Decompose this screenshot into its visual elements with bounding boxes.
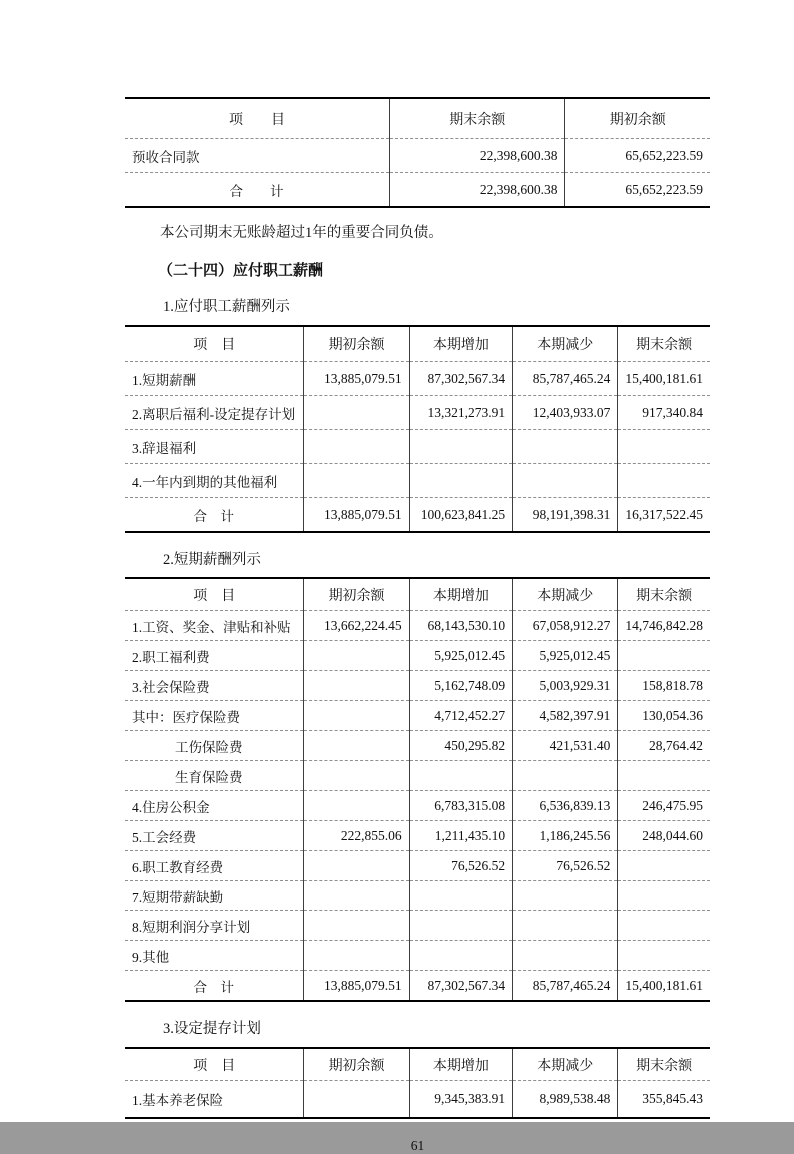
cell-value — [409, 881, 512, 911]
column-header: 项 目 — [125, 98, 389, 139]
cell-value — [304, 851, 409, 881]
cell-value — [304, 1081, 409, 1119]
row-label: 合 计 — [125, 173, 389, 208]
table-row — [125, 821, 710, 851]
table-row — [125, 139, 710, 173]
column-header: 本期增加 — [409, 578, 512, 611]
table-row — [125, 851, 710, 881]
cell-value: 12,403,933.07 — [513, 396, 618, 430]
cell-value — [304, 671, 409, 701]
cell-value: 13,885,079.51 — [304, 498, 409, 533]
cell-value: 22,398,600.38 — [389, 173, 565, 208]
table-row — [125, 791, 710, 821]
total-row — [125, 173, 710, 208]
row-label: 9.其他 — [125, 941, 304, 971]
row-label: 2.职工福利费 — [125, 641, 304, 671]
cell-value: 87,302,567.34 — [409, 971, 512, 1002]
cell-value: 13,321,273.91 — [409, 396, 512, 430]
cell-value — [409, 430, 512, 464]
cell-value: 67,058,912.27 — [513, 611, 618, 641]
contract-liabilities-table — [125, 97, 710, 208]
column-header: 本期增加 — [409, 1048, 512, 1081]
cell-value — [409, 911, 512, 941]
row-label: 1.工资、奖金、津贴和补贴 — [125, 611, 304, 641]
header-row — [125, 326, 710, 362]
cell-value: 246,475.95 — [618, 791, 710, 821]
column-header: 期初余额 — [304, 326, 409, 362]
cell-value: 4,582,397.91 — [513, 701, 618, 731]
cell-value: 87,302,567.34 — [409, 362, 512, 396]
row-label: 1.基本养老保险 — [125, 1081, 304, 1119]
row-label: 4.一年内到期的其他福利 — [125, 464, 304, 498]
cell-value — [618, 761, 710, 791]
cell-value: 421,531.40 — [513, 731, 618, 761]
cell-value: 28,764.42 — [618, 731, 710, 761]
cell-value: 450,295.82 — [409, 731, 512, 761]
cell-value — [304, 464, 409, 498]
table-row — [125, 641, 710, 671]
row-label: 3.社会保险费 — [125, 671, 304, 701]
row-label: 合 计 — [125, 971, 304, 1002]
cell-value — [304, 641, 409, 671]
column-header: 项 目 — [125, 1048, 304, 1081]
cell-value — [513, 881, 618, 911]
column-header: 期初余额 — [304, 1048, 409, 1081]
cell-value: 85,787,465.24 — [513, 362, 618, 396]
row-label: 1.短期薪酬 — [125, 362, 304, 396]
section-heading: （二十四）应付职工薪酬 — [158, 263, 324, 279]
cell-value: 13,885,079.51 — [304, 971, 409, 1002]
cell-value — [618, 851, 710, 881]
row-label: 预收合同款 — [125, 139, 389, 173]
row-label: 合 计 — [125, 498, 304, 533]
cell-value — [409, 761, 512, 791]
cell-value: 158,818.78 — [618, 671, 710, 701]
column-header: 期初余额 — [609, 112, 666, 128]
cell-value: 5,003,929.31 — [513, 671, 618, 701]
cell-value: 13,885,079.51 — [304, 362, 409, 396]
cell-value: 130,054.36 — [618, 701, 710, 731]
cell-value — [304, 911, 409, 941]
cell-value: 1,211,435.10 — [409, 821, 512, 851]
note-text: 本公司期末无账龄超过1年的重要合同负债。 — [160, 225, 443, 241]
row-label: 3.辞退福利 — [125, 430, 304, 464]
payroll-overview-table — [125, 325, 710, 533]
total-row — [125, 498, 710, 533]
cell-value — [304, 881, 409, 911]
cell-value — [304, 396, 409, 430]
cell-value: 76,526.52 — [513, 851, 618, 881]
table-row — [125, 731, 710, 761]
cell-value — [304, 941, 409, 971]
row-label: 工伤保险费 — [125, 731, 304, 761]
cell-value — [513, 430, 618, 464]
table-row — [125, 396, 710, 430]
cell-value: 16,317,522.45 — [618, 498, 710, 533]
cell-value: 14,746,842.28 — [618, 611, 710, 641]
cell-value: 9,345,383.91 — [409, 1081, 512, 1119]
cell-value: 85,787,465.24 — [513, 971, 618, 1002]
cell-value: 5,162,748.09 — [409, 671, 512, 701]
cell-value — [618, 881, 710, 911]
table-row — [125, 701, 710, 731]
cell-value: 100,623,841.25 — [409, 498, 512, 533]
subheading-short-term: 2.短期薪酬列示 — [163, 552, 261, 568]
cell-value: 98,191,398.31 — [513, 498, 618, 533]
cell-value: 1,186,245.56 — [513, 821, 618, 851]
cell-value: 15,400,181.61 — [618, 971, 710, 1002]
column-header: 本期减少 — [513, 1048, 618, 1081]
cell-value — [409, 464, 512, 498]
cell-value: 8,989,538.48 — [513, 1081, 618, 1119]
cell-value — [618, 641, 710, 671]
cell-value — [513, 464, 618, 498]
row-label: 5.工会经费 — [125, 821, 304, 851]
cell-value: 5,925,012.45 — [409, 641, 512, 671]
header-row — [125, 1048, 710, 1081]
column-header: 项 目 — [125, 326, 304, 362]
table-row — [125, 941, 710, 971]
column-header: 本期减少 — [513, 578, 618, 611]
cell-value: 6,783,315.08 — [409, 791, 512, 821]
cell-value: 6,536,839.13 — [513, 791, 618, 821]
cell-value: 65,652,223.59 — [565, 173, 710, 208]
cell-value — [513, 911, 618, 941]
column-header: 本期减少 — [513, 326, 618, 362]
header-row — [125, 98, 710, 139]
cell-value — [618, 464, 710, 498]
cell-value — [618, 430, 710, 464]
column-header: 期末余额 — [636, 588, 693, 604]
cell-value — [513, 761, 618, 791]
cell-value — [409, 941, 512, 971]
table-row — [125, 430, 710, 464]
table-row — [125, 671, 710, 701]
cell-value: 917,340.84 — [618, 396, 710, 430]
table-row — [125, 464, 710, 498]
cell-value: 76,526.52 — [409, 851, 512, 881]
table-row — [125, 611, 710, 641]
table-row — [125, 761, 710, 791]
cell-value: 5,925,012.45 — [513, 641, 618, 671]
cell-value: 248,044.60 — [618, 821, 710, 851]
defined-contribution-table — [125, 1047, 710, 1119]
cell-value: 13,662,224.45 — [304, 611, 409, 641]
cell-value — [304, 731, 409, 761]
cell-value: 222,855.06 — [304, 821, 409, 851]
header-row — [125, 578, 710, 611]
cell-value — [513, 941, 618, 971]
row-label: 7.短期带薪缺勤 — [125, 881, 304, 911]
row-label: 生育保险费 — [125, 761, 304, 791]
column-header: 本期增加 — [409, 326, 512, 362]
row-label: 6.职工教育经费 — [125, 851, 304, 881]
row-label: 4.住房公积金 — [125, 791, 304, 821]
cell-value — [304, 701, 409, 731]
cell-value — [304, 791, 409, 821]
page-content — [125, 97, 710, 1154]
subheading-payroll-list: 1.应付职工薪酬列示 — [163, 299, 290, 315]
table-row — [125, 362, 710, 396]
cell-value: 68,143,530.10 — [409, 611, 512, 641]
cell-value: 4,712,452.27 — [409, 701, 512, 731]
table-row — [125, 911, 710, 941]
cell-value: 355,845.43 — [618, 1081, 710, 1119]
column-header: 期末余额 — [389, 98, 565, 139]
table-row — [125, 881, 710, 911]
cell-value — [304, 761, 409, 791]
cell-value — [618, 911, 710, 941]
short-term-payroll-table — [125, 577, 710, 1002]
cell-value: 15,400,181.61 — [618, 362, 710, 396]
column-header: 项 目 — [125, 578, 304, 611]
cell-value — [304, 430, 409, 464]
row-label: 其中：医疗保险费 — [125, 701, 304, 731]
page-number: 61 — [410, 1138, 425, 1153]
cell-value — [618, 941, 710, 971]
row-label: 2.离职后福利-设定提存计划 — [125, 396, 304, 430]
row-label: 8.短期利润分享计划 — [125, 911, 304, 941]
column-header: 期初余额 — [304, 578, 409, 611]
cell-value: 22,398,600.38 — [389, 139, 565, 173]
subheading-defined-contribution: 3.设定提存计划 — [163, 1021, 261, 1037]
table-row — [125, 1081, 710, 1119]
column-header: 期末余额 — [636, 1058, 693, 1074]
cell-value: 65,652,223.59 — [565, 139, 710, 173]
column-header: 期末余额 — [636, 338, 693, 353]
total-row — [125, 971, 710, 1002]
